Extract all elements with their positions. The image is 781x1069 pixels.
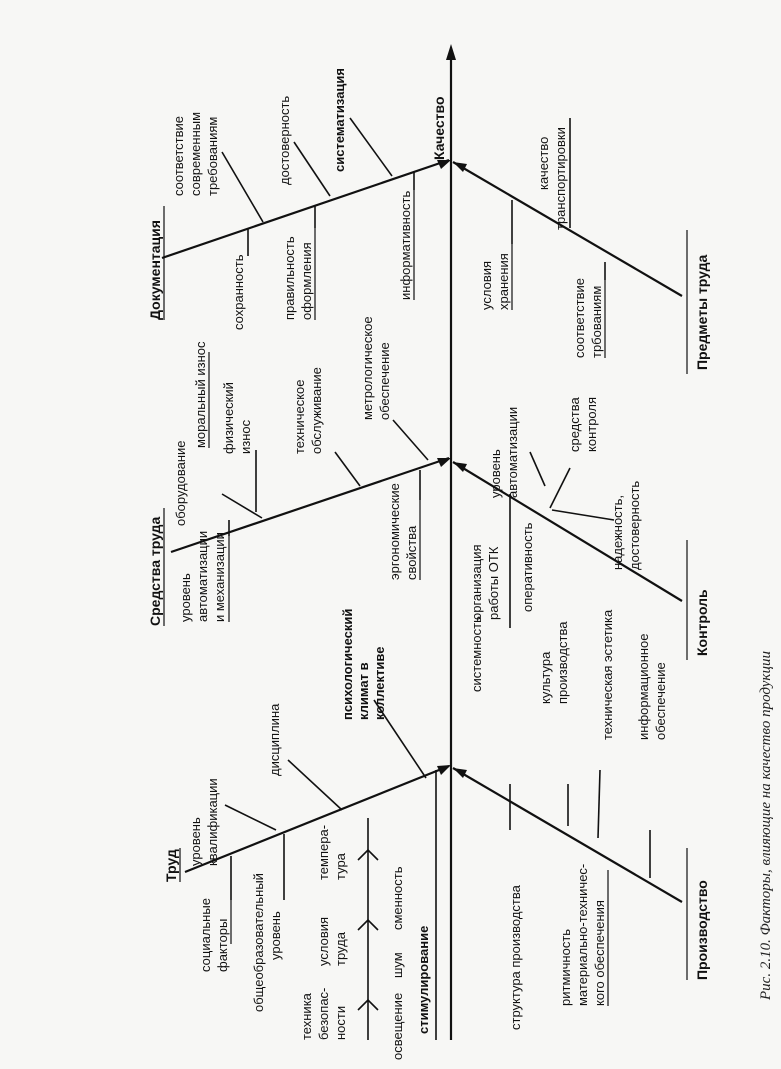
factor-nadezh-1: надежность, bbox=[610, 494, 625, 570]
factor-org-2: работы ОТК bbox=[486, 546, 501, 620]
factor-shum: шум bbox=[390, 952, 405, 978]
factor-inform: информативность bbox=[398, 190, 413, 300]
factor-operat: оперативность bbox=[520, 522, 535, 612]
factor-dostov: достоверность bbox=[277, 95, 292, 185]
arrow-metrol bbox=[393, 420, 428, 460]
factor-uravt-3: и механизации bbox=[212, 532, 227, 622]
factor-sootv-1: соответствие bbox=[171, 116, 186, 196]
category-kontrol-label: Контроль bbox=[694, 589, 710, 656]
factor-ritm-2: материально-техничес- bbox=[575, 863, 590, 1006]
factor-disciplina: дисциплина bbox=[267, 703, 282, 776]
arrow-dostov bbox=[294, 142, 330, 196]
main-spine-arrowhead bbox=[446, 44, 456, 60]
factor-uravt-1: уровень bbox=[178, 573, 193, 622]
factor-fiz-2: износ bbox=[238, 419, 253, 454]
arrow-psih bbox=[374, 700, 426, 778]
factor-tehnika-1: техника bbox=[299, 993, 314, 1040]
factor-sootvtr-2: трбованиям bbox=[589, 285, 604, 358]
factor-org-1: организация bbox=[469, 544, 484, 620]
factor-metrol-1: метрологическое bbox=[360, 316, 375, 420]
factor-infobesp-2: обеспечение bbox=[653, 662, 668, 740]
arrow-tehobsl bbox=[335, 452, 360, 486]
category-sredstva-label: Средства труда bbox=[147, 516, 163, 626]
bone-predmety-arrow bbox=[453, 162, 467, 172]
arrow-skontr bbox=[550, 468, 570, 508]
factor-sistemnost: системность bbox=[469, 616, 484, 692]
factor-nadezh-2: достоверность bbox=[627, 480, 642, 570]
category-proizv bbox=[687, 848, 710, 980]
arrow-disciplina bbox=[288, 760, 342, 810]
factor-prav-2: оформления bbox=[299, 242, 314, 320]
factor-hran-1: условия bbox=[479, 260, 494, 310]
category-proizv-label: Производство bbox=[694, 880, 710, 980]
factor-psih-1: психологический bbox=[340, 608, 355, 720]
arrow-nadezh bbox=[552, 510, 614, 520]
bone-trud-arrow bbox=[437, 765, 451, 775]
category-kontrol bbox=[687, 540, 710, 660]
predmety-factors bbox=[479, 118, 605, 358]
factor-kavt-2: автоматизации bbox=[505, 406, 520, 498]
factor-psih-3: коллективе bbox=[372, 646, 387, 720]
doc-factors bbox=[171, 68, 414, 330]
factor-skontr-1: средства bbox=[567, 397, 582, 452]
factor-obshch-1: общеобразовательный bbox=[251, 873, 266, 1012]
factor-temp-1: темпера- bbox=[316, 824, 331, 880]
factor-ergo-2: свойства bbox=[404, 525, 419, 580]
category-trud bbox=[163, 848, 180, 882]
sredstva-factors bbox=[173, 316, 428, 622]
factor-kult-1: культура bbox=[538, 651, 553, 704]
factor-sistem: систематизация bbox=[332, 68, 347, 172]
arrow-esthet bbox=[598, 770, 600, 838]
factor-smennost: сменность bbox=[390, 866, 405, 930]
category-doc-label: Документация bbox=[147, 220, 163, 320]
factor-temp-2: тура bbox=[333, 853, 348, 880]
bone-doc-arrow bbox=[437, 160, 451, 169]
factor-tehobsl-2: обслуживание bbox=[309, 367, 324, 454]
arrow-sistem bbox=[350, 118, 392, 176]
factor-usl-1: условия bbox=[316, 916, 331, 966]
category-predmety bbox=[687, 230, 710, 374]
factor-social-2: факторы bbox=[215, 918, 230, 972]
factor-prav-1: правильность bbox=[282, 236, 297, 320]
category-sredstva bbox=[147, 508, 164, 626]
factor-ktransp-1: качество bbox=[536, 136, 551, 190]
arrow-kvalif bbox=[225, 805, 276, 830]
category-doc bbox=[147, 206, 164, 320]
trud-factors bbox=[188, 609, 436, 1060]
factor-sootv-2: современным bbox=[188, 111, 203, 196]
factor-kvalif-1: уровень bbox=[188, 817, 203, 866]
arrow-sootv bbox=[222, 152, 263, 222]
factor-usl-2: труда bbox=[333, 932, 348, 966]
factor-sootvtr-1: соответствие bbox=[572, 278, 587, 358]
category-trud-label: Труд bbox=[163, 849, 179, 882]
factor-tehobsl-1: техническое bbox=[292, 379, 307, 454]
factor-sootv-3: требованиям bbox=[205, 116, 220, 196]
arrow-kavt bbox=[530, 452, 545, 486]
factor-kult-2: производства bbox=[555, 621, 570, 704]
factor-kavt-1: уровень bbox=[488, 449, 503, 498]
bone-proizv-arrow bbox=[453, 768, 467, 778]
proizv-factors bbox=[469, 609, 668, 1030]
factor-tehnika-3: ности bbox=[333, 1005, 348, 1040]
factor-ergo-1: эргономические bbox=[387, 483, 402, 580]
bone-sredstva-arrow bbox=[437, 458, 451, 467]
factor-obshch-2: уровень bbox=[268, 911, 283, 960]
factor-ktransp-2: транспортировки bbox=[553, 127, 568, 230]
factor-psih-2: климат в bbox=[356, 662, 371, 720]
factor-oborud: оборудование bbox=[173, 440, 188, 526]
kontrol-factors bbox=[469, 397, 642, 628]
factor-metrol-2: обеспечение bbox=[377, 342, 392, 420]
factor-moral: моральный износ bbox=[193, 341, 208, 448]
factor-infobesp-1: информационное bbox=[636, 633, 651, 740]
result-label: Качество bbox=[431, 96, 447, 160]
factor-uravt-2: автоматизации bbox=[195, 530, 210, 622]
factor-ritm-3: кого обеспечения bbox=[592, 900, 607, 1006]
factor-stimul: стимулирование bbox=[416, 925, 431, 1034]
factor-esthet: техническая эстетика bbox=[600, 609, 615, 740]
factor-skontr-2: контроля bbox=[584, 397, 599, 452]
factor-ritm-1: ритмичность bbox=[558, 928, 573, 1006]
category-predmety-label: Предметы труда bbox=[694, 254, 710, 370]
factor-struktura: структура производства bbox=[508, 885, 523, 1030]
factor-sohr: сохранность bbox=[231, 254, 246, 330]
factor-fiz-1: физический bbox=[221, 382, 236, 454]
factor-tehnika-2: безопас- bbox=[316, 987, 331, 1040]
factor-hran-2: хранения bbox=[496, 253, 511, 310]
figure-caption: Рис. 2.10. Факторы, влияющие на качество продукции bbox=[758, 651, 774, 1000]
factor-social-1: социальные bbox=[198, 898, 213, 972]
factor-kvalif-2: квалификации bbox=[205, 778, 220, 866]
factor-osv: освещение bbox=[390, 992, 405, 1060]
